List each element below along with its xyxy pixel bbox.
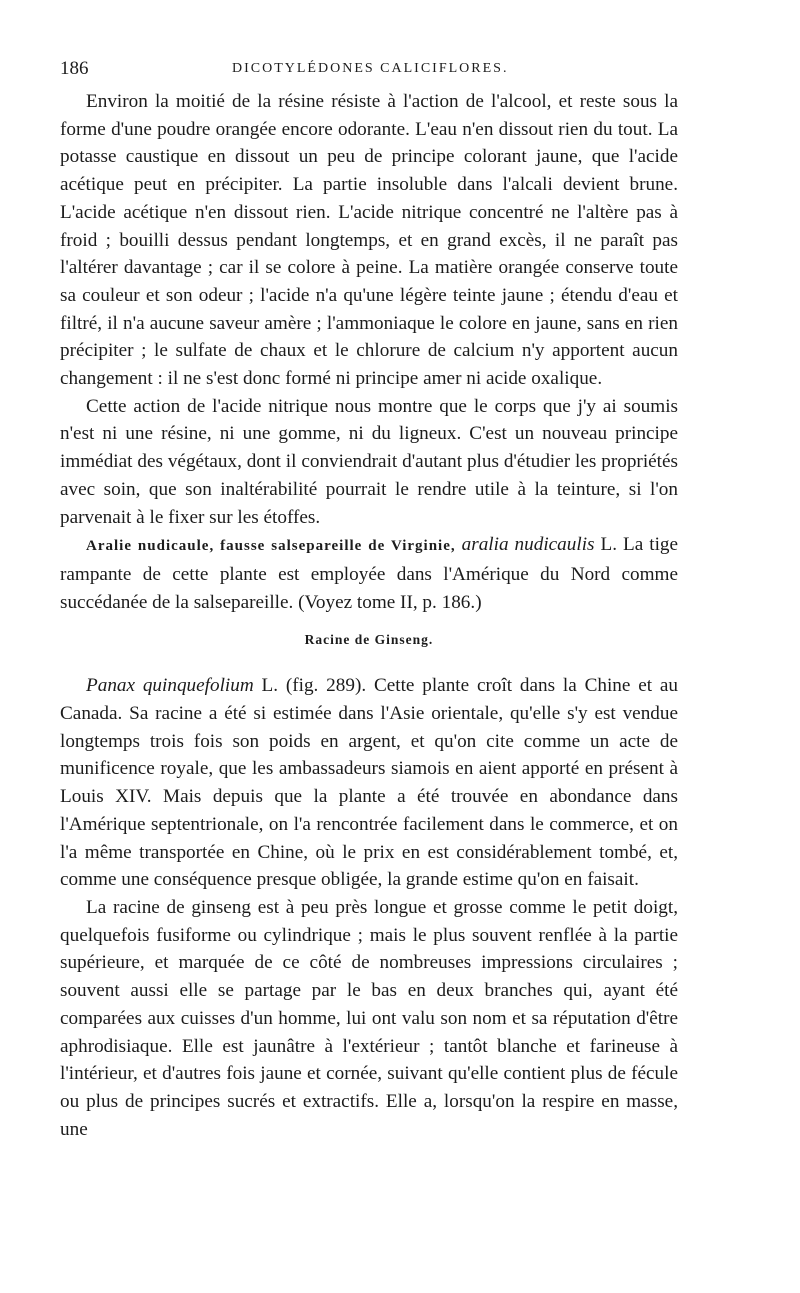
section-heading-ginseng: Racine de Ginseng. [304,632,434,648]
paragraph-nitric-acid-action: Cette action de l'acide nitrique nous montre que le corps que j'y ai soumis n'est ni une résine, ni une gomme, ni du ligneux. C'est un nouveau principe immédiat des végétaux, dont il conviendrait d'autant plus d'étudier les propriétés avec soin, que son inaltérabilité pourrait le rendre utile à la teinture, si l'on parvenait à le fixer sur les étoffes. [60,395,678,528]
latin-name-aralia: aralia nudicaulis [461,534,595,556]
running-title: DICOTYLÉDONES CALICIFLORES. [232,61,509,76]
page-number: 186 [60,58,89,79]
paragraph-panax-quinquefolium [60,672,678,894]
running-header [60,58,678,88]
latin-name-panax: Panax quinquefolium [86,675,254,697]
document-page [60,58,678,1143]
entry-title-aralie: Aralie nudicaule, fausse salsepareille de Virginie, [86,538,456,555]
aralie-description: L. La tige rampante de cette plante est employée dans l'Amérique du Nord comme succédanée de la salsepareille. (Voyez tome II, p. 186.) [60,534,679,613]
paragraph-resin-alcohol: Environ la moitié de la résine résiste à l'action de l'alcool, et reste sous la forme d'une poudre orangée encore odorante. L'eau n'en dissout rien du tout. La potasse caustique en dissout un peu de principe colorant jaune, que l'acide acétique peut en précipiter. La partie insoluble dans l'alcali devient brune. L'acide acétique n'en dissout rien. L'acide nitrique concentré ne l'altère pas à froid ; bouilli dessus pendant longtemps, et en grand excès, il ne paraît pas l'altérer davantage ; car il se colore à peine. La matière orangée conserve toute sa couleur et son odeur ; l'acide n'a qu'une légère teinte jaune ; étendu d'eau et filtré, il n'a aucune saveur amère ; l'ammoniaque le colore en jaune, sans en rien précipiter ; le sulfate de chaux et le chlorure de calcium n'y apportent aucun changement : il ne s'est donc formé ni principe amer ni acide oxalique. [60,91,678,390]
panax-description: L. (fig. 289). Cette plante croît dans la Chine et au Canada. Sa racine a été si estimée dans l'Asie orientale, qu'elle s'y est vendue longtemps trois fois son poids en argent, et qu'on cite comme un acte de munificence royale, que les ambassadeurs siamois en aient apporté en présent à Louis XIV. Mais depuis que la plante a été trouvée en abondance dans l'Amérique septentrionale, on l'a rencontrée facilement dans le commerce, et on l'a même transportée en Chine, où le prix en est considérablement tombé, et, comme une conséquence presque obligée, la grande estime qu'on en faisait. [60,675,678,891]
paragraph-aralie-nudicaule [60,531,678,616]
paragraph-ginseng-root: La racine de ginseng est à peu près longue et grosse comme le petit doigt, quelquefois fusiforme ou cylindrique ; mais le plus souvent renflée à la partie supérieure, et marquée de ce côté de nombreuses impressions circulaires ; souvent aussi elle se partage par le bas en deux branches qui, ayant été comparées aux cuisses d'un homme, lui ont valu son nom et sa réputation d'être aphrodisiaque. Elle est jaunâtre à l'extérieur ; tantôt blanche et farineuse à l'intérieur, et d'autres fois jaune et cornée, suivant qu'elle contient plus de fécule ou plus de principes sucrés et extractifs. Elle a, lorsqu'on la respire en masse, une [60,896,678,1140]
